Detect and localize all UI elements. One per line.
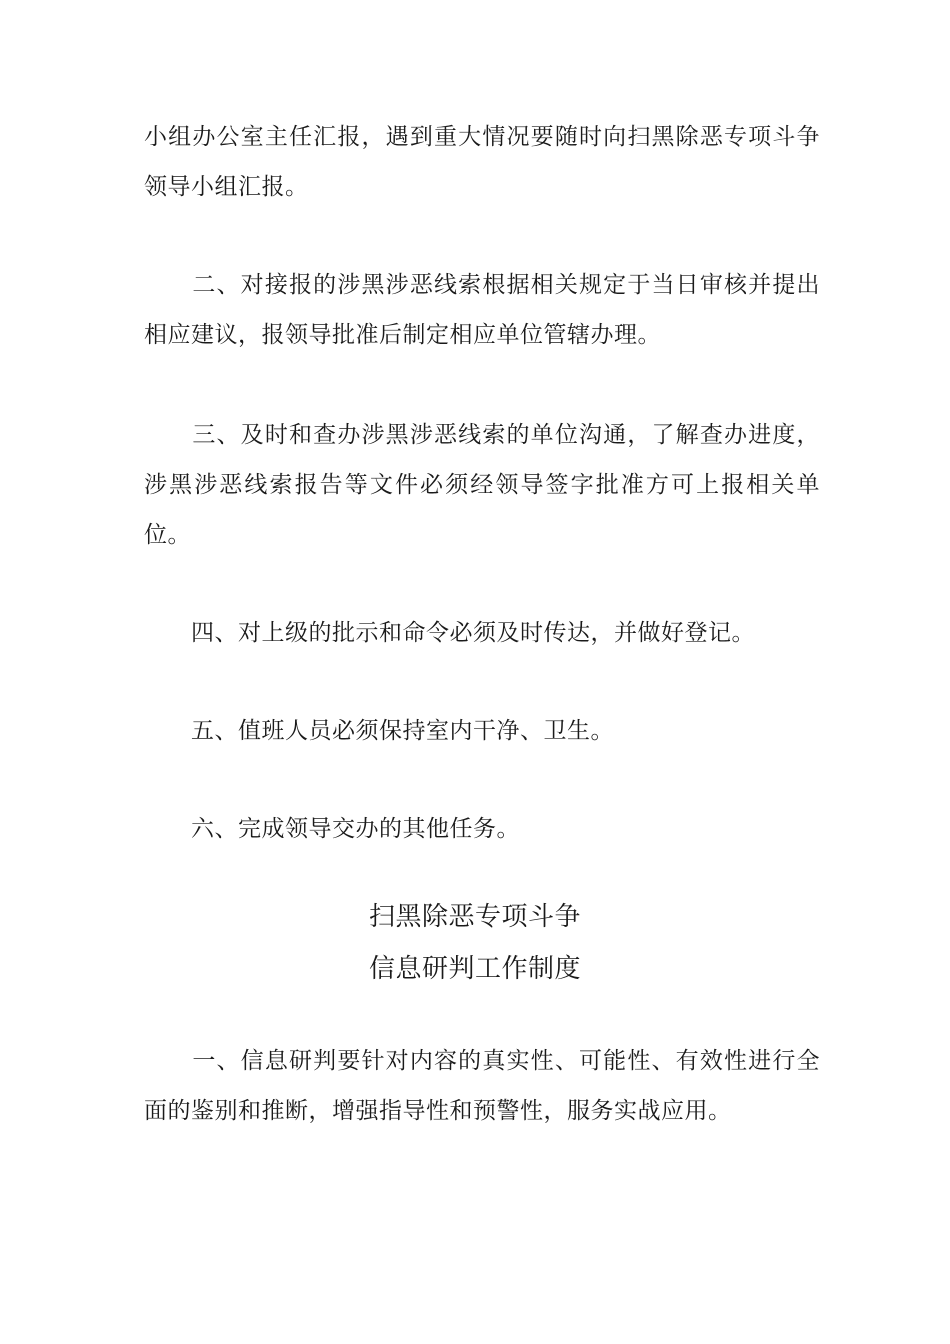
paragraph-item-4: 四、对上级的批示和命令必须及时传达，并做好登记。 [144,620,755,646]
paragraph-item-5: 五、值班人员必须保持室内干净、卫生。 [144,718,614,744]
paragraph-continuation: 小组办公室主任汇报，遇到重大情况要随时向扫黑除恶专项斗争领导小组汇报。 [144,124,820,200]
paragraph-item-3: 三、及时和查办涉黑涉恶线索的单位沟通，了解查办进度，涉黑涉恶线索报告等文件必须经领导签字批准方可上报相关单位。 [144,422,820,548]
paragraph-item-6: 六、完成领导交办的其他任务。 [144,816,520,842]
section-title-line-2: 信息研判工作制度 [368,954,581,984]
section-title-line-1: 扫黑除恶专项斗争 [368,902,581,932]
section-paragraph-item-1: 一、信息研判要针对内容的真实性、可能性、有效性进行全面的鉴别和推断，增强指导性和预警性，服务实战应用。 [144,1048,820,1124]
paragraph-item-2: 二、对接报的涉黑涉恶线索根据相关规定于当日审核并提出相应建议，报领导批准后制定相应单位管辖办理。 [144,272,820,348]
